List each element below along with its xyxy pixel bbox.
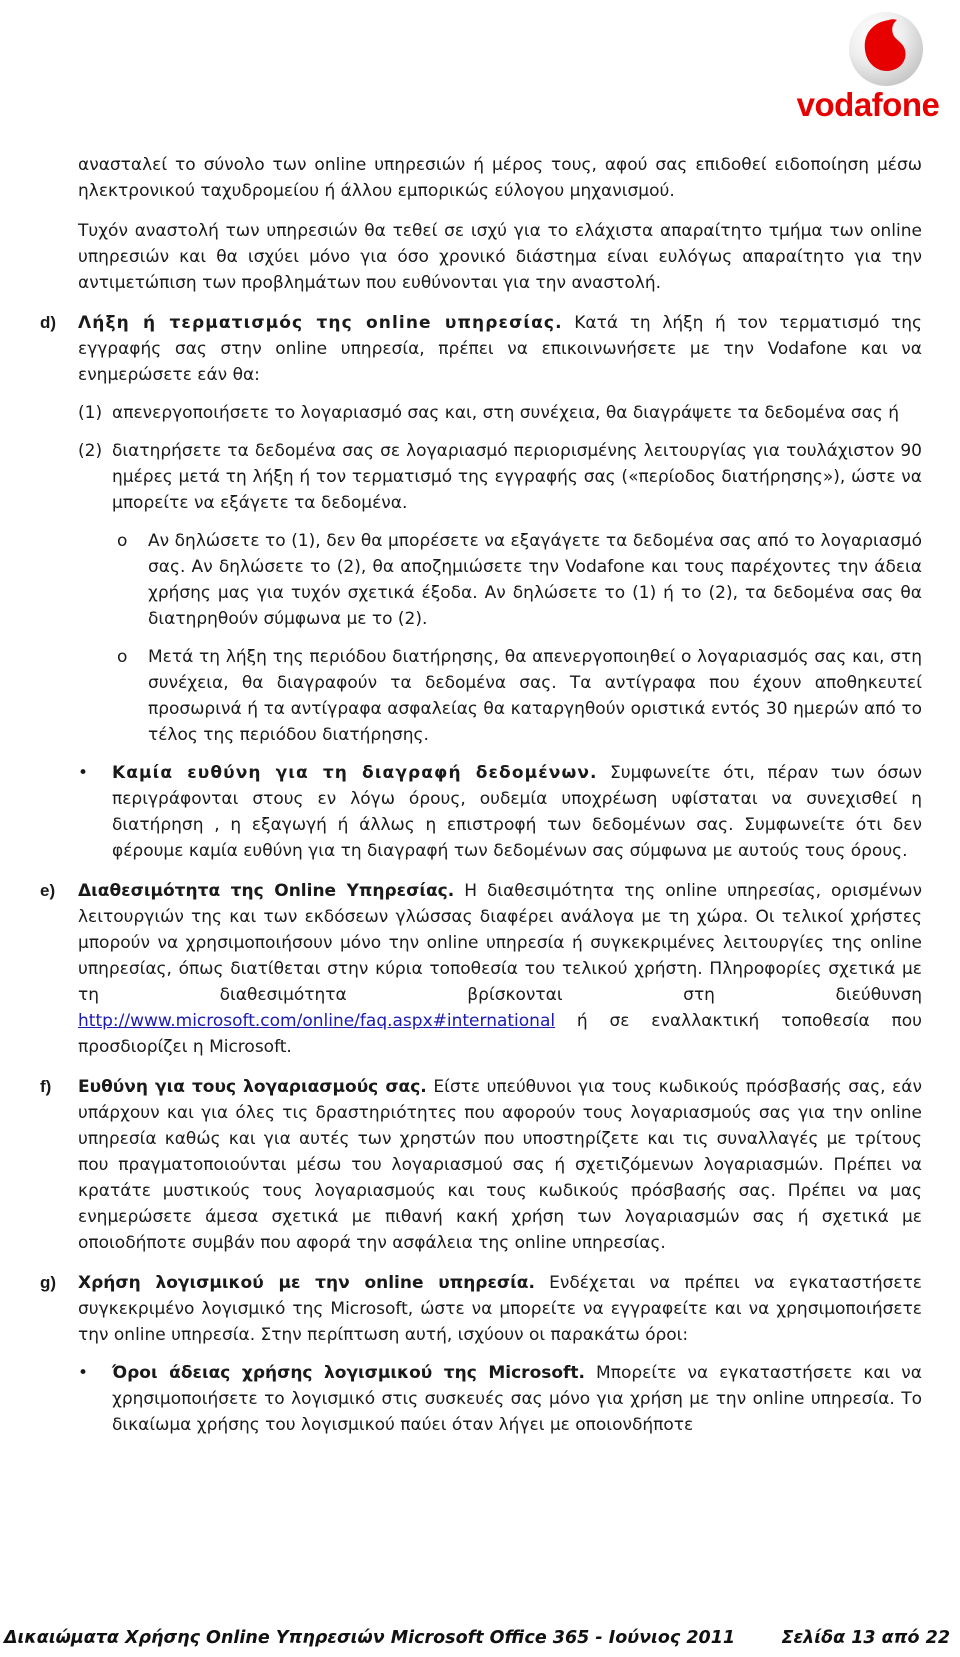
section-f-label: f) (40, 1077, 52, 1096)
item-number: (2) (78, 441, 103, 461)
subitem-marker: o (117, 647, 128, 667)
section-f (40, 1074, 922, 1256)
page-number: Σελίδα 13 από 22 (781, 1628, 950, 1648)
section-g-text: Ενδέχεται να πρέπει να εγκαταστήσετε συγκεκριμένο λογισμικό της Microsoft, ώστε να μπορείτε να εγγραφείτε και να χρησιμοποιήσετε την online υπηρεσία. Στην περίπτωση αυτή, ισχύουν οι παρακάτω όροι: (78, 1273, 922, 1345)
section-d (40, 310, 922, 388)
section-g-label: g) (40, 1273, 57, 1292)
section-d-label: d) (40, 313, 57, 332)
subitem-text: Μετά τη λήξη της περιόδου διατήρησης, θα απενεργοποιηθεί ο λογαριασμός σας και, στη συνέχεια, θα διαγραφούν τα δεδομένα σας. Τα αντίγραφα που έχουν αποθηκευτεί προσωρινά ή τα αντίγραφα ασφαλείας θα καταργηθούν οριστικά εντός 30 ημερών από το τέλος της περιόδου διατήρησης. (148, 647, 922, 745)
intro-paragraph-2: Τυχόν αναστολή των υπηρεσιών θα τεθεί σε ισχύ για το ελάχιστα απαραίτητο τμήμα των online υπηρεσιών και θα ισχύει μόνο για όσο χρονικό διάστημα είναι ευλόγως απαραίτητο για την αντιμετώπιση των προβλημάτων που ευθύνονται για την αναστολή. (78, 221, 922, 293)
section-g (40, 1270, 922, 1348)
section-e (40, 878, 922, 1060)
bullet-text: Συμφωνείτε ότι, πέραν των όσων περιγράφονται στους εν λόγω όρους, ουδεμία υποχρέωση υφίσταται να συνεχισθεί η διατήρηση , η εξαγωγή ή άλλως η επιστροφή των δεδομένων σας. Συμφωνείτε ότι δεν φέρουμε καμία ευθύνη για τη διαγραφή των δεδομένων σας σύμφωνα με αυτούς τους όρους. (112, 763, 923, 861)
section-g-bullet (40, 1360, 922, 1438)
item-number: (1) (78, 403, 103, 423)
section-d-text: Κατά τη λήξη ή τον τερματισμό της εγγραφής σας στην online υπηρεσία, πρέπει να επικοινωνήσετε με την Vodafone και να ενημερώσετε εάν θα: (78, 313, 922, 385)
vodafone-wordmark: vodafone (796, 86, 940, 123)
section-e-title: Διαθεσιμότητα της Online Υπηρεσίας. (78, 881, 455, 901)
section-d-subitem-2 (40, 644, 922, 748)
vodafone-logo (788, 10, 948, 122)
item-text: διατηρήσετε τα δεδομένα σας σε λογαριασμό περιορισμένης λειτουργίας για τουλάχιστον 90 ημέρες μετά τη λήξη ή τον τερματισμό της εγγραφής σας («περίοδος διατήρησης»), ώστε να μπορείτε να εξάγετε τα δεδομένα. (112, 441, 922, 513)
subitem-text: Αν δηλώσετε το (1), δεν θα μπορέσετε να εξαγάγετε τα δεδομένα σας από το λογαριασμό σας. Αν δηλώσετε το (2), θα αποζημιώσετε την Vodafone και τους παρέχοντες την άδεια χρήσης μας για τυχόν σχετικά έξοδα. Αν δηλώσετε το (1) ή το (2), τα δεδομένα σας θα διατηρηθούν σύμφωνα με το (2). (148, 531, 922, 629)
bullet-marker: • (78, 763, 89, 783)
section-e-text-after: ή σε εναλλακτική τοποθεσία που προσδιορίζει η Microsoft. (78, 1011, 923, 1057)
section-d-bullet (40, 760, 922, 864)
document-body (40, 152, 922, 1438)
section-g-title: Χρήση λογισμικού με την online υπηρεσία. (78, 1273, 535, 1293)
section-e-label: e) (40, 881, 56, 900)
intro-paragraph-1: ανασταλεί το σύνολο των online υπηρεσιών ή μέρος τους, αφού σας επιδοθεί ειδοποίηση μέσω ηλεκτρονικού ταχυδρομείου ή άλλου εμπορικώς εύλογου μηχανισμού. (78, 155, 922, 201)
section-f-text: Είστε υπεύθυνοι για τους κωδικούς πρόσβασής σας, εάν υπάρχουν και για όλες τις δραστηριότητες που αφορούν τους λογαριασμούς σας για την online υπηρεσία καθώς και για αυτές των χρηστών που υποστηρίζετε και τις συναλλαγές με τρίτους που πραγματοποιούνται μέσω του λογαριασμού σας ή σχετιζόμενων λογαριασμών. Πρέπει να κρατάτε μυστικούς τους λογαριασμούς και τους κωδικούς πρόσβασής σας. Πρέπει να μας ενημερώσετε άμεσα σχετικά με πιθανή κακή χρήση των λογαριασμών σας ή σχετικά με οποιοδήποτε συμβάν που αφορά την ασφάλεια της online υπηρεσίας. (78, 1077, 923, 1253)
bullet-marker: • (78, 1363, 89, 1383)
vodafone-speechmark-icon (849, 12, 923, 86)
subitem-marker: o (117, 531, 128, 551)
section-d-title: Λήξη ή τερματισμός της online υπηρεσίας. (78, 313, 563, 333)
bullet-title: Καμία ευθύνη για τη διαγραφή δεδομένων. (112, 763, 598, 783)
section-e-text: Η διαθεσιμότητα της online υπηρεσίας, ορισμένων λειτουργιών της και των εκδόσεων γλώσσας διαφέρει ανάλογα με τη χώρα. Οι τελικοί χρήστες μπορούν να χρησιμοποιήσουν μόνο την online υπηρεσία ή συγκεκριμένες λειτουργίες της online υπηρεσίας, όπως διατίθεται στην κύρια τοποθεσία του τελικού χρήστη. Πληροφορίες σχετικά με τη διαθεσιμότητα βρίσκονται στη διεύθυνση (78, 881, 922, 1005)
item-text: απενεργοποιήσετε το λογαριασμό σας και, στη συνέχεια, θα διαγράψετε τα δεδομένα σας ή (112, 403, 899, 423)
section-d-subitem-1 (40, 528, 922, 632)
footer-title: Δικαιώματα Χρήσης Online Υπηρεσιών Microsoft Office 365 - Ιούνιος 2011 (4, 1628, 736, 1648)
section-f-title: Ευθύνη για τους λογαριασμούς σας. (78, 1077, 427, 1097)
section-d-item-2 (40, 438, 922, 516)
bullet-title: Όροι άδειας χρήσης λογισμικού της Microsoft. (112, 1363, 586, 1383)
section-d-item-1 (40, 400, 922, 426)
faq-link[interactable]: http://www.microsoft.com/online/faq.aspx#international (78, 1011, 556, 1031)
bullet-text: Μπορείτε να εγκαταστήσετε και να χρησιμοποιήσετε το λογισμικό στις συσκευές σας μόνο για χρήση με την online υπηρεσία. Το δικαίωμα χρήσης του λογισμικού παύει όταν λήγει με οποιονδήποτε (112, 1363, 923, 1435)
